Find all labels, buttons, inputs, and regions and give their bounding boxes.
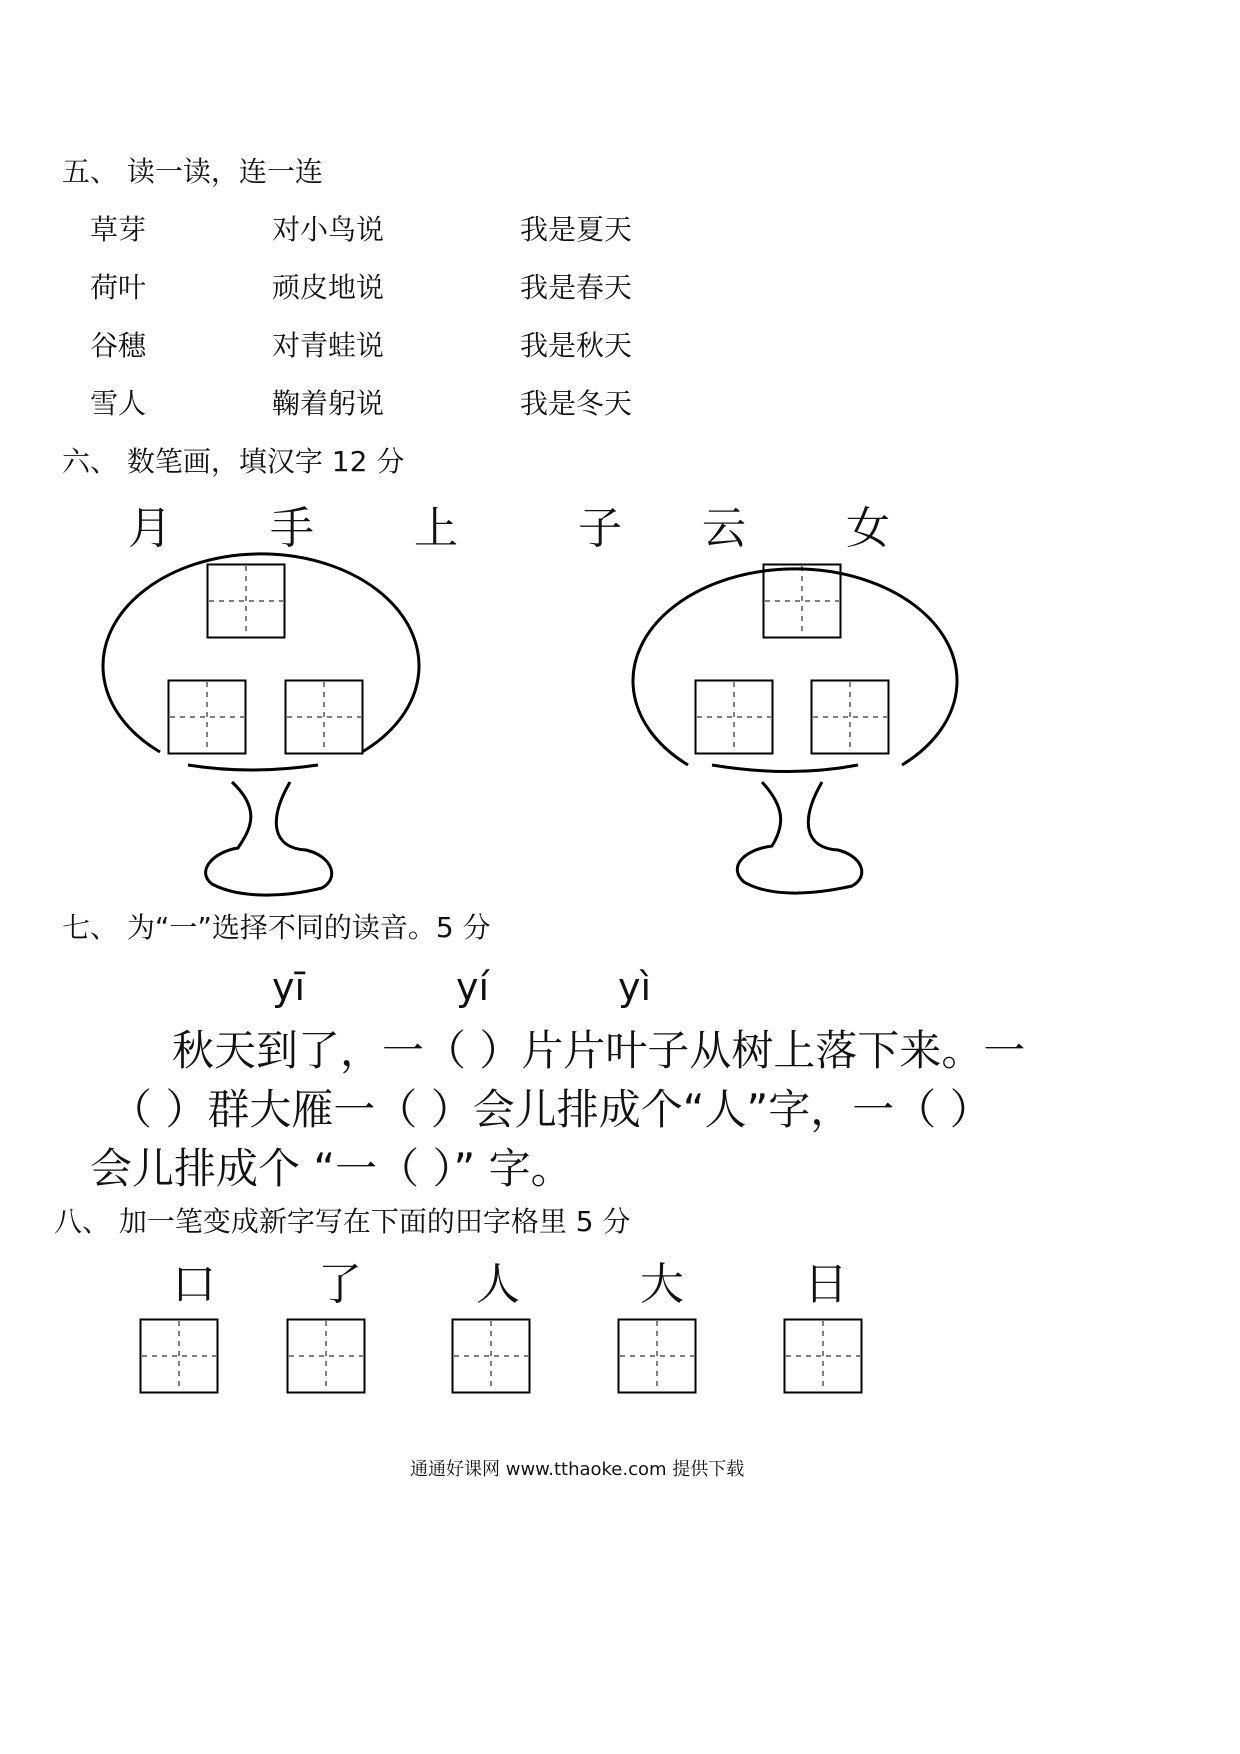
match-col2-item[interactable]: 鞠着躬说 [272,387,385,420]
stroke-character: 手 [270,503,314,554]
base-character: 大 [640,1259,684,1310]
base-character: 了 [318,1259,362,1310]
match-col2-item[interactable]: 对小鸟说 [272,213,385,246]
match-col3-item[interactable]: 我是夏天 [520,213,633,246]
match-col1-item[interactable]: 草芽 [90,213,147,246]
answer-grid[interactable] [286,1318,370,1402]
pinyin-option: yī [272,965,306,1009]
tree-left-grid-top[interactable] [206,563,290,647]
match-col3-item[interactable]: 我是冬天 [520,387,633,420]
stroke-character: 子 [578,503,622,554]
section7-title: 七、 为“一”选择不同的读音。5 分 [62,911,491,944]
stroke-character: 月 [128,503,172,554]
base-character: 人 [476,1259,520,1310]
answer-grid[interactable] [451,1318,535,1402]
stroke-character: 上 [414,503,458,554]
answer-grid[interactable] [617,1318,701,1402]
stroke-character: 云 [702,503,746,554]
exercise-sentence-line: 会儿排成个 “一（ ）” 字。 [90,1144,573,1193]
stroke-character: 女 [846,503,890,554]
answer-grid[interactable] [139,1318,223,1402]
pinyin-option: yì [618,965,652,1009]
tree-left-grid-bottom-left[interactable] [167,679,251,763]
match-col3-item[interactable]: 我是秋天 [520,329,633,362]
match-col1-item[interactable]: 雪人 [90,387,147,420]
exercise-sentence-line: 秋天到了，一（ ）片片叶子从树上落下来。一 [172,1026,1026,1075]
base-character: 日 [804,1259,848,1310]
section5-title: 五、 读一读，连一连 [62,155,323,188]
exercise-sentence-line: （ ）群大雁一（ ）会儿排成个“人”字，一（ ） [110,1085,992,1134]
pinyin-option: yí [456,965,490,1009]
tree-right-grid-bottom-right[interactable] [810,679,894,763]
tree-left-grid-bottom-right[interactable] [284,679,368,763]
answer-grid[interactable] [783,1318,867,1402]
base-character: 口 [172,1259,216,1310]
tree-right-grid-bottom-left[interactable] [694,679,778,763]
match-col2-item[interactable]: 顽皮地说 [272,271,385,304]
match-col1-item[interactable]: 谷穗 [90,329,147,362]
match-col2-item[interactable]: 对青蛙说 [272,329,385,362]
match-col3-item[interactable]: 我是春天 [520,271,633,304]
section8-title: 八、 加一笔变成新字写在下面的田字格里 5 分 [54,1205,631,1238]
footer-source: 通通好课网 www.tthaoke.com 提供下载 [410,1459,745,1480]
match-col1-item[interactable]: 荷叶 [90,271,147,304]
section6-title: 六、 数笔画，填汉字 12 分 [62,445,405,478]
tree-right-grid-top[interactable] [762,563,846,647]
